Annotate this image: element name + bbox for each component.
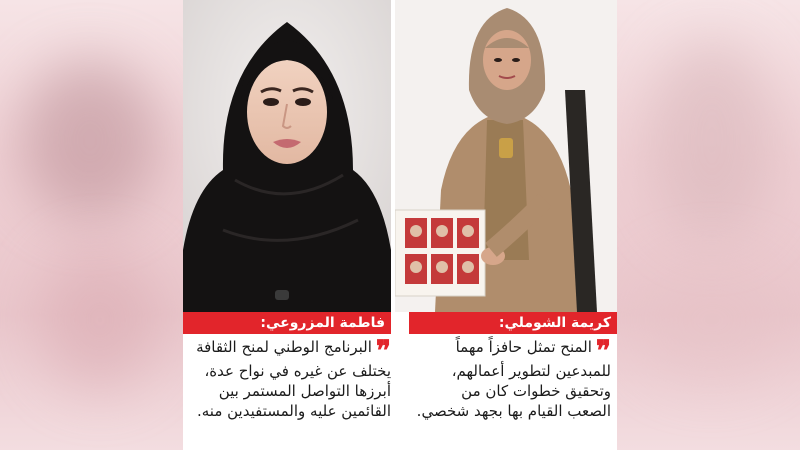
article-image-panel [183,0,617,450]
portrait-photo-left [183,0,391,312]
quote-mark-icon: ❞ [595,334,611,367]
name-tag-karima: كريمة الشوملي: [409,312,617,334]
blurred-background-right [617,0,800,450]
quote-fatma [191,334,391,421]
quote-text: البرنامج الوطني لمنح الثقافة يختلف عن غيره في نواح عدة، أبرزها التواصل المستمر بين القائمين عليه والمستفيدين منه. [196,338,391,420]
quote-mark-icon: ❞ [375,334,391,367]
quote-text: المنح تمثل حافزاً مهماً للمبدعين لتطوير أعمالهم، وتحقيق خطوات كان من الصعب القيام بها بجهد شخصي. [416,338,611,420]
name-tag-fatma: فاطمة المزروعي: [183,312,391,334]
blurred-background-left [0,0,183,450]
portrait-photo-right [395,0,617,312]
quote-karima [413,334,611,421]
